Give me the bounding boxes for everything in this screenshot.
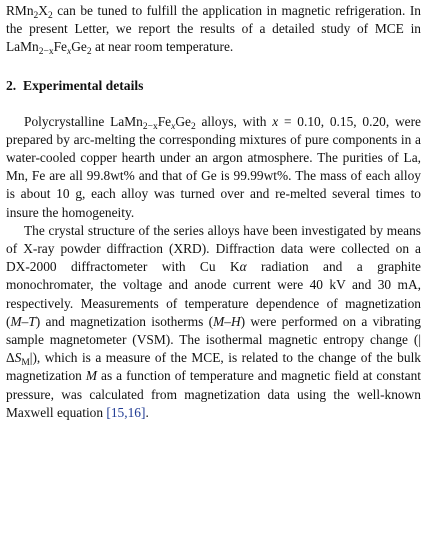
subscript: 2 xyxy=(86,47,92,58)
text-run: Ge xyxy=(71,39,87,55)
text-run: can be tuned to fulfill the application in magnetic refrigeration. In the present Letter, we report the results of a detailed study of MCE in LaMn xyxy=(6,3,421,55)
subscript: x xyxy=(171,121,176,132)
subscript: 2 xyxy=(33,11,39,21)
subscript: 2−x xyxy=(142,121,158,132)
math-variable: S xyxy=(14,350,22,366)
text-run: radiation and a graphite monochromater, the voltage and anode current were 40 kV and 30 mA, respectively. Measurements of temperature dependence of magnetization ( xyxy=(6,259,421,329)
text-run: Ge xyxy=(175,113,191,129)
section-number: 2. xyxy=(6,77,17,93)
math-variable: M–T xyxy=(10,313,36,329)
subscript: 2 xyxy=(190,121,196,132)
greek-symbol: α xyxy=(239,259,247,275)
subscript: x xyxy=(67,47,72,58)
text-run: The crystal structure of the series alloys have been investigated by means of X-ray powder diffraction (XRD). Diffraction data were collected on a DX-2000 diffractometer with Cu K xyxy=(6,222,421,275)
text-run: Fe xyxy=(53,39,67,55)
math-variable: x xyxy=(272,113,279,129)
section-heading xyxy=(6,77,421,95)
text-run: . xyxy=(145,404,149,420)
text-run: RMn xyxy=(6,3,34,18)
text-run: as a function of temperature and magnetic field at constant pressure, was calculated from magnetization data using the well-known Maxwell equation xyxy=(6,368,422,420)
text-run: alloys, with xyxy=(195,113,273,129)
citation-link[interactable]: [15,16] xyxy=(106,404,146,420)
text-run: ) and magnetization isotherms ( xyxy=(35,313,214,329)
intro-paragraph xyxy=(6,2,421,57)
text-run: X xyxy=(38,3,48,18)
math-variable: M xyxy=(85,368,98,384)
experimental-paragraph-2 xyxy=(6,222,421,422)
section-title: Experimental details xyxy=(23,77,144,93)
text-run: Fe xyxy=(157,113,172,129)
math-variable: M–H xyxy=(213,313,241,329)
text-run: Polycrystalline LaMn xyxy=(24,113,143,129)
subscript: M xyxy=(21,358,30,369)
text-run: = 0.10, 0.15, 0.20, were prepared by arc-melting the corresponding mixtures of pure components in a water-cooled copper hearth under an argon atmosphere. The purities of La, Mn, Fe are all 99.8wt% and that of Ge is 99.99wt%. The mass of each alloy is about 10 g, each alloy was turned over and re-melted several times to insure the homogeneity. xyxy=(6,113,421,220)
text-run: |), which is a measure of the MCE, is related to the change of the bulk magnetization xyxy=(6,350,421,384)
text-run: at near room temperature. xyxy=(91,39,234,55)
subscript: 2−x xyxy=(38,47,54,58)
subscript: 2 xyxy=(47,11,53,21)
text-run: ) were performed on a vibrating sample magnetometer (VSM). The isothermal magnetic entropy change (|Δ xyxy=(6,313,421,366)
experimental-paragraph-1 xyxy=(6,113,421,222)
